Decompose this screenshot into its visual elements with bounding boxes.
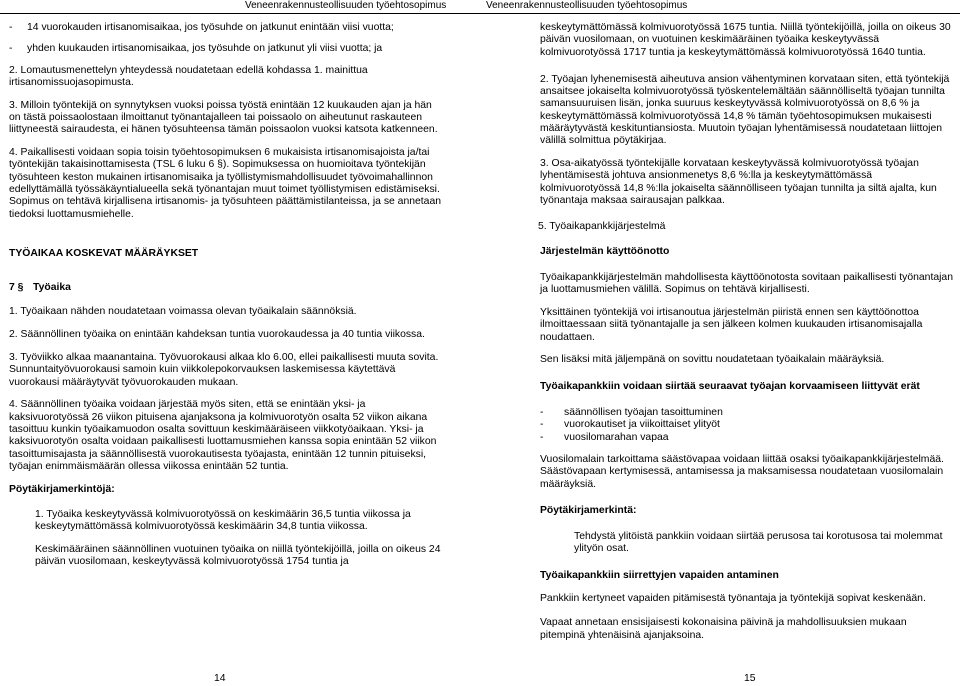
article-item-4: 4. Säännöllinen työaika voidaan järjestää myös siten, että se enintään yksi- ja kaksivuorotyössä 26 viikon pituisena ajanjaksona ja kolmivuorotyön osalta 52 viikon aikana tasoittuu kunkin työaikamuodon osalta sovittuun keskimääräiseen viikkotyöaikaan. Yksi- ja kaksivuorotyön osalta voidaan paikallisesti luottamusmiehen kanssa sopia enintään 52 viikon tasoittumisajasta ja säännöllisestä vuorokautisesta työajasta, enintään 12 tunnin pituiseksi, työajan enimmäismäärän ollessa viikossa enintään 52 tuntia. (9, 399, 437, 472)
header-rule (0, 13, 480, 14)
page-number: 15 (744, 673, 756, 684)
header-rule (480, 13, 960, 14)
leave-paragraph-1: Pankkiin kertyneet vapaiden pitämisestä työnantaja ja työntekijä sopivat keskenään. (540, 593, 926, 604)
dash-marker: - (9, 22, 13, 33)
protocol-continuation: Keskimääräinen säännöllinen vuotuinen työaika on niillä työntekijöillä, joilla on oikeus 24 päivän vuosilomaan, keskeytyvässä kolmivuorotyössä 1754 tuntia ja (35, 544, 441, 568)
article-item-3: 3. Työviikko alkaa maanantaina. Työvuorokausi alkaa klo 6.00, ellei paikallisesti muuta sovita. Sunnuntaityövuorokausi samoin kuin viikkolepokorvauksen laskemisessa käytettävä vuorokausi määräytyvät työvuorokauden mukaan. (9, 352, 439, 388)
savings-paragraph: Vuosilomalain tarkoittama säästövapaa voidaan liittää osaksi työaikapankkijärjestelmää. Säästövapaan kertymisessä, antamisessa ja maksamisessa noudatetaan vuosilomalain määräyksiä. (540, 453, 944, 490)
running-header: Veneenrakennusteollisuuden työehtosopimus (486, 0, 688, 11)
section-title: TYÖAIKAA KOSKEVAT MÄÄRÄYKSET (9, 247, 199, 259)
left-column (9, 22, 445, 579)
running-header: Veneenrakennusteollisuuden työehtosopimus (245, 0, 447, 11)
transfer-list (540, 407, 954, 444)
transfer-heading: Työaikapankkiin voidaan siirtää seuraavat työajan korvaamiseen liittyvät erät (540, 380, 920, 392)
protocol-text: Tehdystä ylitöistä pankkiin voidaan siirtää perusosa tai korotusosa tai molemmat ylityön osat. (574, 531, 943, 555)
protocol-heading: Pöytäkirjamerkintöjä: (9, 483, 115, 495)
list-item: - säännöllisen työajan tasoittuminen (540, 407, 723, 419)
right-column (540, 22, 954, 652)
section-5-title: 5. Työaikapankkijärjestelmä (538, 221, 666, 233)
dash-item: yhden kuukauden irtisanomisaikaa, jos työsuhde on jatkunut yli viisi vuotta; ja (27, 43, 383, 55)
paragraph-3: 3. Milloin työntekijä on synnytyksen vuoksi poissa työstä enintään 12 kuukauden ajan ja hän on tästä poissaolostaan ilmoittanut työnantajalleen tai poissaolo on aiheutunut raskauteen liittyneestä sairaudesta, ei hänen työsuhteensa tämän poissaolon vuoksi katsota katkenneen. (9, 99, 438, 136)
system-paragraph-3: Sen lisäksi mitä jäljempänä on sovittu noudatetaan työaikalain määräyksiä. (540, 354, 885, 366)
protocol-item-3: 3. Osa-aikatyössä työntekijälle korvataan keskeytyvässä kolmivuorotyössä työajan lyhentämisestä johtuva ansionmenetys 8,6 %:lla ja keskeytymättömässä kolmivuorotyössä 14,8 %:lla jokaiselta säännölliseen työajan tunnilta ja siltä ajalta, kun työnantaja maksaa sairausajan palkkaa. (540, 158, 937, 207)
system-paragraph-1: Työaikapankkijärjestelmän mahdollisesta käyttöönotosta sovitaan paikallisesti työnantajan ja luottamusmiehen välillä. Sopimus on tehtävä kirjallisesti. (540, 271, 953, 296)
dash-item: 14 vuorokauden irtisanomisaikaa, jos työsuhde on jatkunut enintään viisi vuotta; (27, 22, 394, 33)
right-page (480, 0, 960, 686)
leave-heading: Työaikapankkiin siirrettyjen vapaiden antaminen (540, 569, 779, 581)
article-item-2: 2. Säännöllinen työaika on enintään kahdeksan tuntia vuorokaudessa ja 40 tuntia viikossa. (9, 329, 425, 341)
page-number: 14 (214, 673, 226, 684)
list-item: - vuorokautiset ja viikoittaiset ylityöt (540, 419, 720, 431)
protocol-item-1: 1. Työaika keskeytyvässä kolmivuorotyössä on keskimäärin 36,5 tuntia viikossa ja keskeytymättömässä kolmivuorotyössä keskimäärin 34,8 tuntia viikossa. (35, 509, 411, 533)
protocol-item-2: 2. Työajan lyhenemisestä aiheutuva ansion vähentyminen korvataan siten, että työntekijä ansaitsee jokaiselta kolmivuorotyössä työskentelemältään säännölliseltä työajan tunnilta samansuuruisen lisän, jonka suuruus keskeytyvässä kolmivuorotyössä on 8,6 % ja keskeytymättömässä kolmivuorotyössä 14,8 % tämän työehtosopimuksen mukaisesti määräytyvästä keskituntiansiosta. Muutoin työajan lyhentämisessä noudatetaan liittojen välillä solmittua pöytäkirjaa. (540, 73, 950, 147)
protocol-heading: Pöytäkirjamerkintä: (540, 504, 637, 516)
paragraph-4: 4. Paikallisesti voidaan sopia toisin työehtosopimuksen 6 mukaisista irtisanomisajoista ja/tai työntekijän takaisinottamisesta (TSL 6 luku 6 §). Sopimuksessa on huomioitava työntekijän työsuhteen keston mukainen irtisanomisaika ja työllistymismahdollisuudet työvoimahallinnon edellyttämällä työssäkäyntialueella sekä työnantajan muut toimet työllistymisen edistämiseksi. Sopimus on tehtävä kirjallisena irtisanomis- ja työsuhteen päättämistilanteissa, ja se annetaan tiedoksi luottamusmiehelle. (9, 147, 442, 220)
article-title: Työaika (33, 282, 71, 294)
system-paragraph-2: Yksittäinen työntekijä voi irtisanoutua järjestelmän piiristä ennen sen käyttöönottoa ilmoittaessaan siitä työnantajalle ja sen jälkeen kolmen kuukauden irtisanomisajalla noudattaen. (540, 307, 923, 343)
article-item-1: 1. Työaikaan nähden noudatetaan voimassa olevan työaikalain säännöksiä. (9, 306, 357, 318)
paragraph-2: 2. Lomautusmenettelyn yhteydessä noudatetaan edellä kohdassa 1. mainittua irtisanomissuojasopimusta. (9, 64, 368, 88)
dash-marker: - (9, 43, 13, 55)
system-heading: Järjestelmän käyttöönotto (540, 245, 670, 257)
leave-paragraph-2: Vapaat annetaan ensisijaisesti kokonaisina päivinä ja mahdollisuuksien mukaan pitempinä yhtenäisinä ajanjaksoina. (540, 617, 907, 641)
protocol-continuation: keskeytymättömässä kolmivuorotyössä 1675 tuntia. Niillä työntekijöillä, joilla on oikeus 30 päivän vuosilomaan, on vuotuinen keskimääräinen työaika keskeytyvässä kolmivuorotyössä 1717 tuntia ja keskeytymättömässä kolmivuorotyössä 1640 tuntia. (540, 22, 951, 58)
article-number: 7 § (9, 282, 24, 294)
list-item: - vuosilomarahan vapaa (540, 431, 669, 443)
